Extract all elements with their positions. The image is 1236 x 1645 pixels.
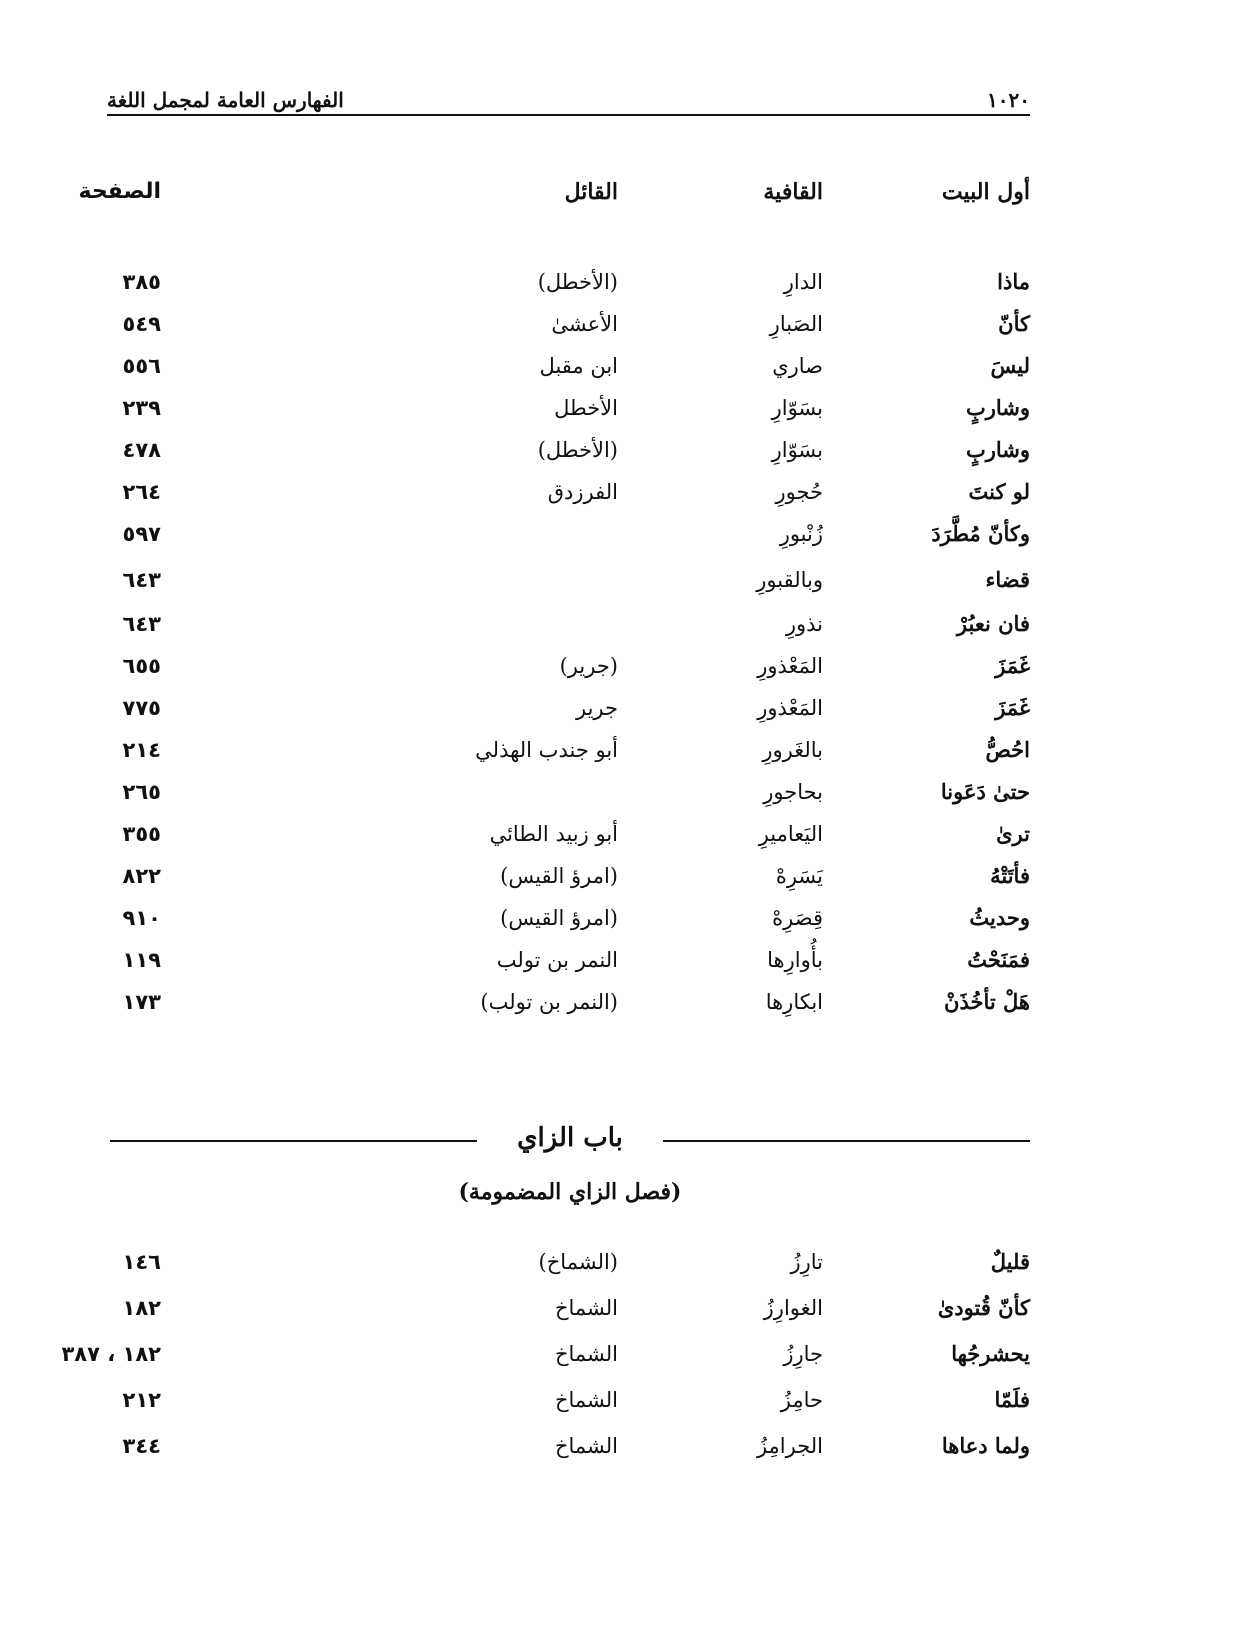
first-line-cell: احُصُّ xyxy=(985,737,1030,762)
first-line-cell: كأنّ xyxy=(998,311,1030,336)
page-cell: ٣٥٥ xyxy=(122,822,161,846)
first-line-cell: يحشرجُها xyxy=(951,1341,1030,1366)
page-cell: ٨٢٢ xyxy=(122,864,161,888)
poet-cell: الأعشىٰ xyxy=(551,312,618,336)
poet-cell: (الشماخ) xyxy=(538,1250,618,1274)
table-row xyxy=(0,898,1236,938)
first-line-cell: لو كنتَ xyxy=(968,479,1030,504)
first-line-cell: قليلٌ xyxy=(990,1249,1030,1274)
table-row xyxy=(0,1242,1236,1282)
column-header-rhyme: القافية xyxy=(763,179,823,205)
page-cell: ٢١٢ xyxy=(122,1388,161,1412)
section-rule-left xyxy=(110,1140,477,1142)
rhyme-cell: يَسَرِهْ xyxy=(775,864,823,888)
page-header xyxy=(107,84,1030,112)
page-cell: ٥٩٧ xyxy=(122,522,161,546)
table-row xyxy=(0,1426,1236,1466)
page-cell: ٢٦٥ xyxy=(122,780,161,804)
table-row xyxy=(0,1334,1236,1374)
first-line-cell: ليسَ xyxy=(990,353,1030,378)
poet-cell: الفرزدق xyxy=(547,480,618,504)
first-line-cell: وشاربٍ xyxy=(965,437,1030,462)
column-header-first-line: أول البيت xyxy=(941,179,1030,205)
page-cell: ١٧٣ xyxy=(122,990,161,1014)
page-cell: ٦٤٣ xyxy=(122,612,161,636)
rhyme-cell: بحاجورِ xyxy=(763,780,823,804)
first-line-cell: فأتَتْهُ xyxy=(990,863,1030,888)
poet-cell: الشماخ xyxy=(554,1296,618,1320)
subsection-title: (فصل الزاي المضمومة) xyxy=(458,1179,682,1205)
poet-cell: (جرير) xyxy=(559,654,618,678)
table-row xyxy=(0,688,1236,728)
first-line-cell: غَمَزَ xyxy=(995,695,1030,720)
table-row xyxy=(0,304,1236,344)
poet-cell: الشماخ xyxy=(554,1388,618,1412)
table-row xyxy=(0,262,1236,302)
rhyme-cell: بسَوّارِ xyxy=(771,396,823,420)
poet-cell: الشماخ xyxy=(554,1342,618,1366)
table-row xyxy=(0,472,1236,512)
table-row xyxy=(0,730,1236,770)
first-line-cell: وكأنّ مُطَّرَدَ xyxy=(931,521,1030,546)
poet-cell: جرير xyxy=(576,696,618,720)
first-line-cell: غَمَزَ xyxy=(995,653,1030,678)
poet-cell: (امرؤ القيس) xyxy=(500,864,618,888)
rhyme-cell: اليَعاميرِ xyxy=(758,822,823,846)
table-row xyxy=(0,940,1236,980)
table-row xyxy=(0,430,1236,470)
poet-cell: (الأخطل) xyxy=(537,270,618,294)
page-cell: ٥٤٩ xyxy=(122,312,161,336)
page-cell: ١٨٢ xyxy=(122,1296,161,1320)
table-row xyxy=(0,514,1236,554)
rhyme-cell: بسَوّارِ xyxy=(771,438,823,462)
table-row xyxy=(0,1380,1236,1420)
table-row xyxy=(0,646,1236,686)
page-cell: ١٨٢ ، ٣٨٧ xyxy=(61,1342,161,1366)
first-line-cell: قضاء xyxy=(985,567,1030,592)
table-row xyxy=(0,560,1236,600)
poet-cell: (الأخطل) xyxy=(537,438,618,462)
table-row xyxy=(0,772,1236,812)
table-row xyxy=(0,982,1236,1022)
first-line-cell: ماذا xyxy=(997,269,1030,294)
page-cell: ١١٩ xyxy=(122,948,161,972)
poet-cell: النمر بن تولب xyxy=(496,948,618,972)
first-line-cell: ولما دعاها xyxy=(941,1433,1030,1458)
rhyme-cell: المَعْذورِ xyxy=(757,654,823,678)
page-cell: ٣٤٤ xyxy=(122,1434,161,1458)
poet-cell: الأخطل xyxy=(554,396,618,420)
rhyme-cell: الجرامِزُ xyxy=(756,1434,823,1458)
first-line-cell: فان نعبُرْ xyxy=(956,611,1030,636)
column-headers xyxy=(0,172,1236,212)
poet-cell: الشماخ xyxy=(554,1434,618,1458)
table-row xyxy=(0,814,1236,854)
page-cell: ١٤٦ xyxy=(122,1250,161,1274)
rhyme-cell: الدارِ xyxy=(783,270,823,294)
rhyme-cell: الصَبارِ xyxy=(769,312,823,336)
first-line-cell: كأنّ قُتودىٰ xyxy=(937,1295,1030,1320)
page-cell: ٢٣٩ xyxy=(122,396,161,420)
first-line-cell: وحديثُ xyxy=(969,905,1030,930)
first-line-cell: فمَنَحْتُ xyxy=(967,947,1030,972)
rhyme-cell: الغوارِزُ xyxy=(763,1296,823,1320)
rhyme-cell: نذورِ xyxy=(785,612,823,636)
rhyme-cell: ابكارِها xyxy=(765,990,823,1014)
first-line-cell: حتىٰ دَعَونا xyxy=(940,779,1030,804)
page-cell: ٦٥٥ xyxy=(122,654,161,678)
table-row xyxy=(0,346,1236,386)
table-row xyxy=(0,856,1236,896)
rhyme-cell: جارِزُ xyxy=(783,1342,823,1366)
rhyme-cell: حُجورِ xyxy=(775,480,823,504)
page-cell: ٣٨٥ xyxy=(122,270,161,294)
table-row xyxy=(0,388,1236,428)
rhyme-cell: بأُوارِها xyxy=(767,948,823,972)
first-line-cell: هَلْ تأخُذَنْ xyxy=(944,989,1030,1014)
table-row xyxy=(0,1288,1236,1328)
column-header-page: الصفحة xyxy=(78,179,161,204)
rhyme-cell: بالغَرورِ xyxy=(762,738,823,762)
poet-cell: (امرؤ القيس) xyxy=(500,906,618,930)
rhyme-cell: تارِزُ xyxy=(790,1250,823,1274)
page-cell: ٤٧٨ xyxy=(122,438,161,462)
page-cell: ٩١٠ xyxy=(122,906,161,930)
poet-cell: أبو زبيد الطائي xyxy=(489,822,618,846)
poet-cell: ابن مقبل xyxy=(539,354,618,378)
rhyme-cell: حامِزُ xyxy=(780,1388,823,1412)
column-header-poet: القائل xyxy=(564,179,618,205)
page-cell: ٢١٤ xyxy=(122,738,161,762)
rhyme-cell: قِصَرِهْ xyxy=(772,906,823,930)
table-row xyxy=(0,604,1236,644)
header-rule xyxy=(107,114,1030,116)
poet-cell: (النمر بن تولب) xyxy=(480,990,618,1014)
page-cell: ٥٥٦ xyxy=(122,354,161,378)
poet-cell: أبو جندب الهذلي xyxy=(475,738,618,762)
rhyme-cell: صاري xyxy=(772,354,823,378)
page-cell: ٦٤٣ xyxy=(122,568,161,592)
first-line-cell: فلَمّا xyxy=(994,1387,1030,1412)
page-cell: ٢٦٤ xyxy=(122,480,161,504)
rhyme-cell: وبالقبورِ xyxy=(756,568,823,592)
first-line-cell: وشاربٍ xyxy=(965,395,1030,420)
running-title: الفهارس العامة لمجمل اللغة xyxy=(107,88,344,112)
rhyme-cell: المَعْذورِ xyxy=(757,696,823,720)
page-cell: ٧٧٥ xyxy=(122,696,161,720)
section-rule-right xyxy=(663,1140,1030,1142)
first-line-cell: ترىٰ xyxy=(996,821,1030,846)
page-number: ١٠٢٠ xyxy=(987,88,1030,112)
section-title: باب الزاي xyxy=(517,1123,623,1153)
rhyme-cell: زُنْبورِ xyxy=(779,522,823,546)
